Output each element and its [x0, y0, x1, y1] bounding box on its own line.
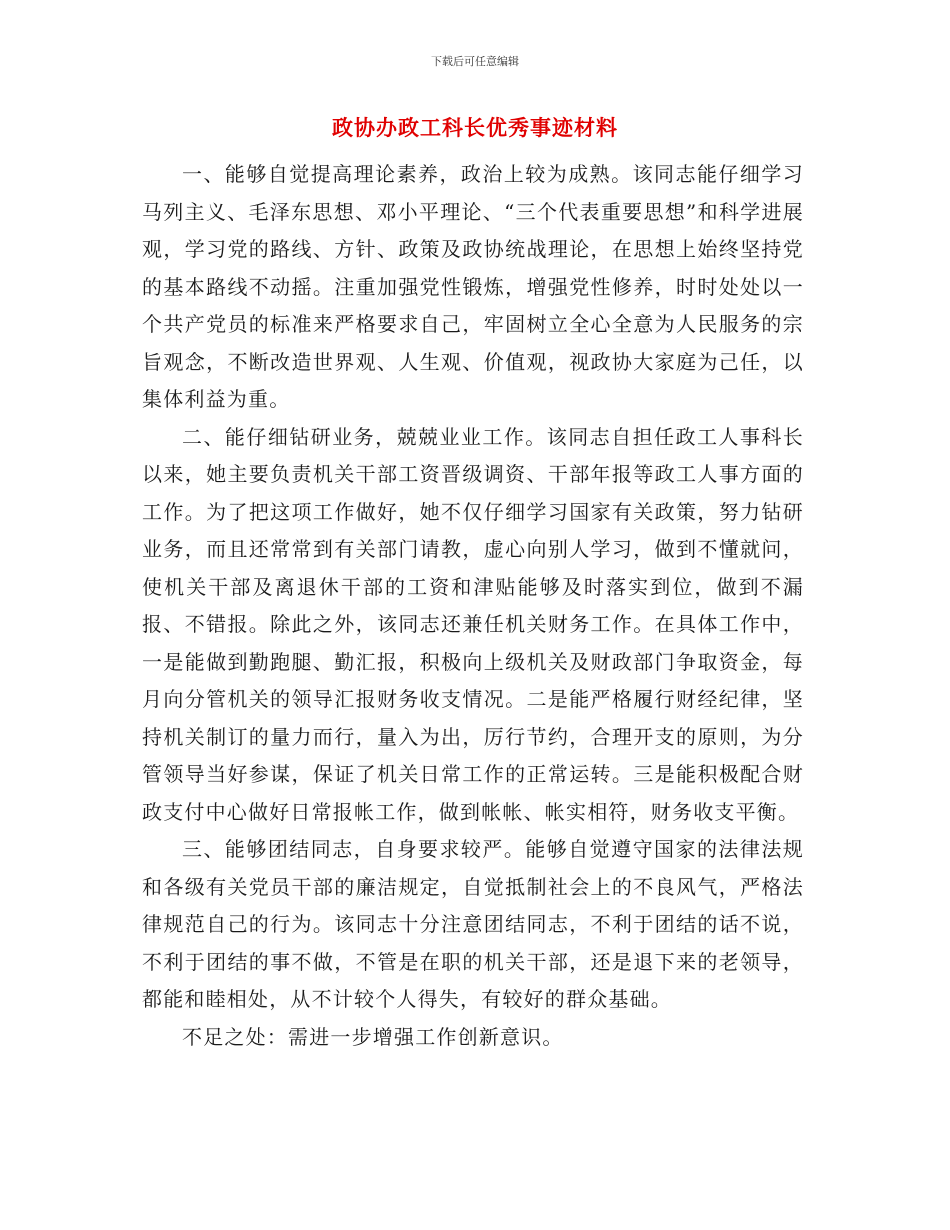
paragraph-3: 三、能够团结同志，自身要求较严。能够自觉遵守国家的法律法规和各级有关党员干部的廉洁规定，自觉抵制社会上的不良风气，严格法律规范自己的行为。该同志十分注意团结同志，不利于团结的话不说，不利于团结的事不做，不管是在职的机关干部，还是退下来的老领导，都能和睦相处，从不计较个人得失，有较好的群众基础。	[142, 837, 804, 1011]
document-body	[142, 156, 804, 1056]
header-note: 下载后可任意编辑	[431, 55, 519, 68]
paragraph-2: 二、能仔细钻研业务，兢兢业业工作。该同志自担任政工人事科长以来，她主要负责机关干部工资晋级调资、干部年报等政工人事方面的工作。为了把这项工作做好，她不仅仔细学习国家有关政策，努力钻研业务，而且还常常到有关部门请教，虚心向别人学习，做到不懂就问，使机关干部及离退休干部的工资和津贴能够及时落实到位，做到不漏报、不错报。除此之外，该同志还兼任机关财务工作。在具体工作中，一是能做到勤跑腿、勤汇报，积极向上级机关及财政部门争取资金，每月向分管机关的领导汇报财务收支情况。二是能严格履行财经纪律，坚持机关制订的量力而行，量入为出，厉行节约，合理开支的原则，为分管领导当好参谋，保证了机关日常工作的正常运转。三是能积极配合财政支付中心做好日常报帐工作，做到帐帐、帐实相符，财务收支平衡。	[142, 424, 804, 824]
paragraph-4: 不足之处：需进一步增强工作创新意识。	[182, 1024, 564, 1049]
paragraph-1: 一、能够自觉提高理论素养，政治上较为成熟。该同志能仔细学习马列主义、毛泽东思想、邓小平理论、“三个代表重要思想”和科学进展观，学习党的路线、方针、政策及政协统战理论，在思想上始终坚持党的基本路线不动摇。注重加强党性锻炼，增强党性修养，时时处处以一个共产党员的标准来严格要求自己，牢固树立全心全意为人民服务的宗旨观念，不断改造世界观、人生观、价值观，视政协大家庭为己任，以集体利益为重。	[142, 162, 804, 411]
document-title: 政协办政工科长优秀事迹材料	[332, 116, 618, 140]
